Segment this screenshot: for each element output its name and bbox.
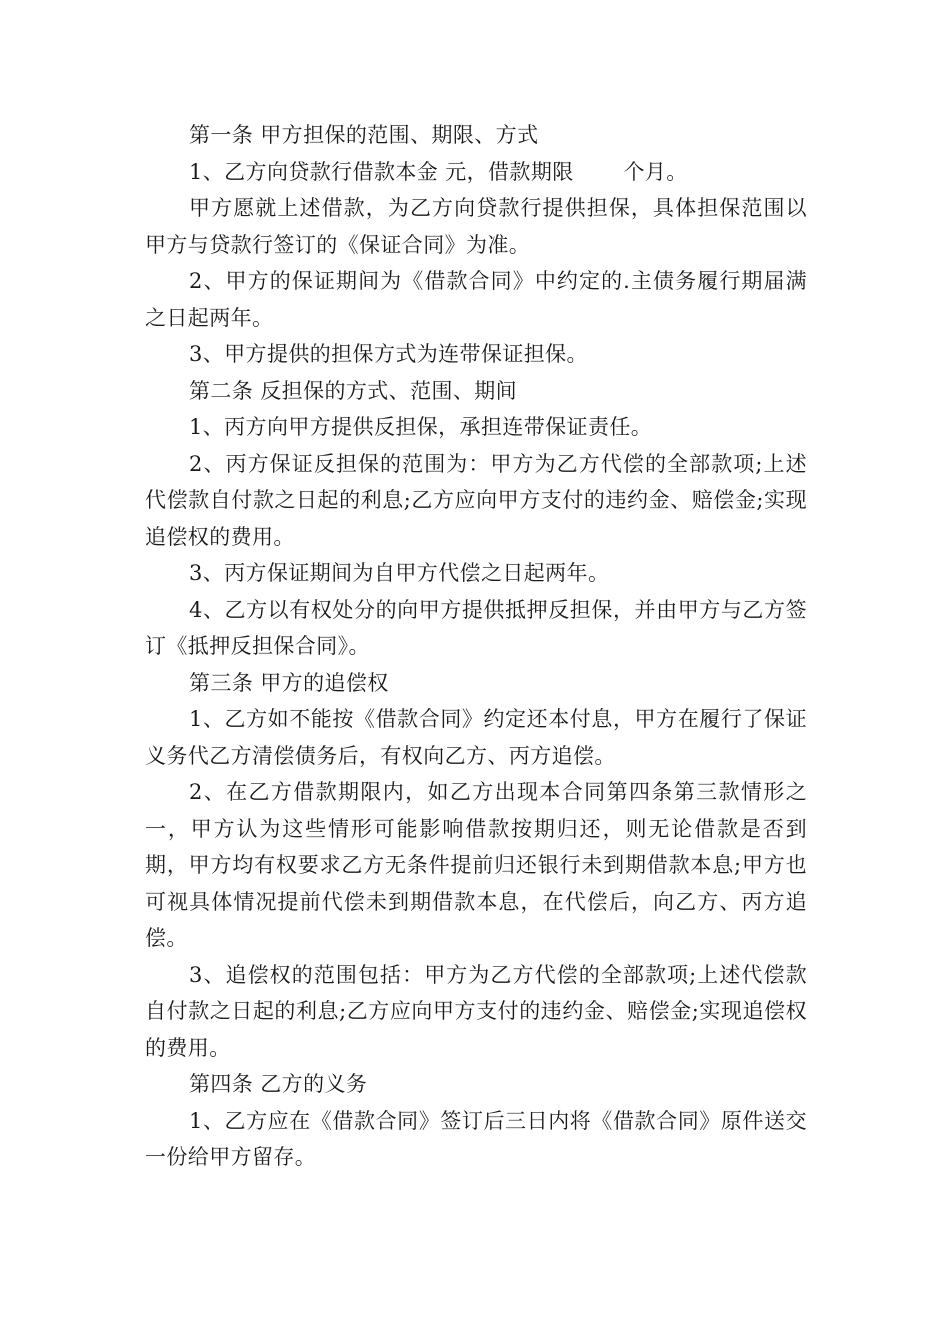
article-1-clause-1-detail: 甲方愿就上述借款，为乙方向贷款行提供担保，具体担保范围以甲方与贷款行签订的《保证合同》为准。: [145, 196, 807, 257]
article-2-heading: 第二条 反担保的方式、范围、期间: [189, 378, 518, 403]
article-1-heading: 第一条 甲方担保的范围、期限、方式: [189, 123, 539, 147]
article-1-clause-3: 3、甲方提供的担保方式为连带保证担保。: [189, 342, 588, 366]
article-3-heading: 第三条 甲方的追偿权: [189, 670, 389, 695]
article-2-clause-2: 2、丙方保证反担保的范围为：甲方为乙方代偿的全部款项;上述代偿款自付款之日起的利息;乙方应向甲方支付的违约金、赔偿金;实现追偿权的费用。: [145, 451, 807, 549]
article-3-clause-1: 1、乙方如不能按《借款合同》约定还本付息，甲方在履行了保证义务代乙方清偿债务后，有权向乙方、丙方追偿。: [145, 707, 807, 768]
article-3-clause-3: 3、追偿权的范围包括：甲方为乙方代偿的全部款项;上述代偿款自付款之日起的利息;乙方应向甲方支付的违约金、赔偿金;实现追偿权的费用。: [145, 962, 807, 1060]
article-1-clause-1: 1、乙方向贷款行借款本金 元，借款期限 个月。: [189, 159, 688, 184]
article-2-clause-3: 3、丙方保证期间为自甲方代偿之日起两年。: [189, 561, 610, 585]
article-4-clause-1: 1、乙方应在《借款合同》签订后三日内将《借款合同》原件送交一份给甲方留存。: [145, 1108, 807, 1169]
article-1-clause-2: 2、甲方的保证期间为《借款合同》中约定的.主债务履行期届满之日起两年。: [145, 269, 807, 330]
article-2-clause-4: 4、乙方以有权处分的向甲方提供抵押反担保，并由甲方与乙方签订《抵押反担保合同》。: [145, 597, 807, 658]
article-3-clause-2: 2、在乙方借款期限内，如乙方出现本合同第四条第三款情形之一，甲方认为这些情形可能影响借款按期归还，则无论借款是否到期，甲方均有权要求乙方无条件提前归还银行未到期借款本息;甲方也可视具体情况提前代偿未到期借款本息，在代偿后，向乙方、丙方追偿。: [145, 780, 807, 950]
article-2-clause-1: 1、丙方向甲方提供反担保，承担连带保证责任。: [189, 415, 653, 439]
document-body: [145, 117, 807, 1176]
article-4-heading: 第四条 乙方的义务: [189, 1072, 368, 1096]
